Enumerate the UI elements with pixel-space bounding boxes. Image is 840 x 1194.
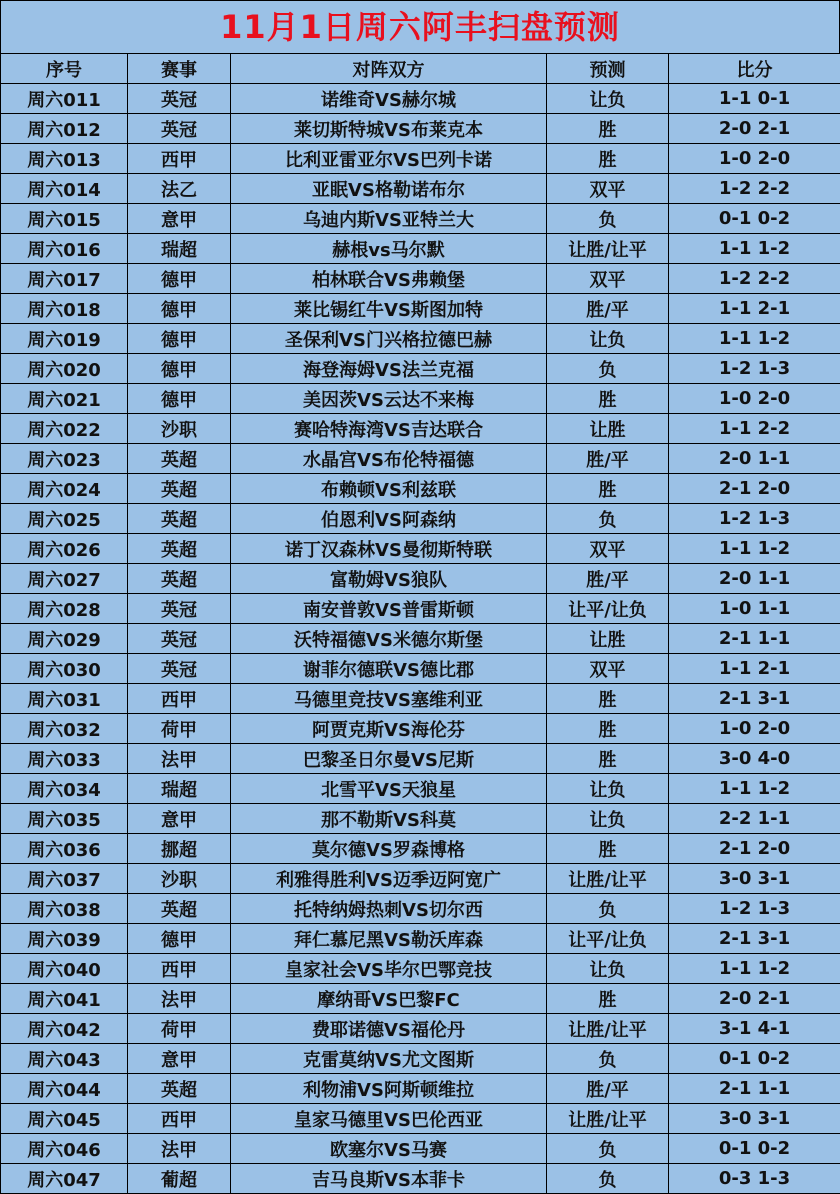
cell-league: 英超 [128,444,231,474]
cell-pick: 负 [547,1134,669,1164]
cell-league: 沙职 [128,864,231,894]
cell-match: 摩纳哥VS巴黎FC [231,984,547,1014]
table-row [1,174,840,204]
cell-pick: 让负 [547,774,669,804]
cell-score: 2-0 1-1 [669,564,840,594]
cell-match: 欧塞尔VS马赛 [231,1134,547,1164]
cell-league: 英超 [128,1074,231,1104]
cell-id: 周六016 [1,234,128,264]
cell-pick: 负 [547,1164,669,1194]
cell-id: 周六039 [1,924,128,954]
cell-score: 2-1 2-0 [669,834,840,864]
table-row [1,1044,840,1074]
table-row [1,894,840,924]
cell-score: 0-1 0-2 [669,1044,840,1074]
cell-pick: 胜 [547,474,669,504]
cell-id: 周六043 [1,1044,128,1074]
cell-pick: 让负 [547,324,669,354]
cell-score: 2-1 3-1 [669,924,840,954]
table-row [1,954,840,984]
table-row [1,924,840,954]
table-row [1,204,840,234]
table-row [1,774,840,804]
header-pick: 预测 [547,54,669,84]
cell-league: 西甲 [128,684,231,714]
cell-id: 周六033 [1,744,128,774]
cell-score: 1-1 1-2 [669,534,840,564]
cell-league: 瑞超 [128,234,231,264]
cell-id: 周六026 [1,534,128,564]
cell-score: 0-3 1-3 [669,1164,840,1194]
table-row [1,984,840,1014]
cell-score: 3-1 4-1 [669,1014,840,1044]
cell-league: 法甲 [128,1134,231,1164]
cell-league: 德甲 [128,924,231,954]
cell-score: 3-0 3-1 [669,864,840,894]
cell-match: 美因茨VS云达不来梅 [231,384,547,414]
cell-league: 西甲 [128,954,231,984]
cell-score: 3-0 3-1 [669,1104,840,1134]
cell-id: 周六042 [1,1014,128,1044]
cell-id: 周六018 [1,294,128,324]
cell-match: 马德里竞技VS塞维利亚 [231,684,547,714]
cell-pick: 让胜/让平 [547,1104,669,1134]
cell-league: 法甲 [128,984,231,1014]
cell-score: 2-2 1-1 [669,804,840,834]
cell-pick: 胜 [547,684,669,714]
cell-match: 费耶诺德VS福伦丹 [231,1014,547,1044]
cell-match: 赛哈特海湾VS吉达联合 [231,414,547,444]
cell-pick: 胜/平 [547,444,669,474]
cell-id: 周六037 [1,864,128,894]
table-row [1,834,840,864]
cell-league: 沙职 [128,414,231,444]
cell-match: 圣保利VS门兴格拉德巴赫 [231,324,547,354]
cell-score: 1-1 2-2 [669,414,840,444]
header-score: 比分 [669,54,840,84]
cell-pick: 负 [547,504,669,534]
cell-id: 周六022 [1,414,128,444]
table-row [1,1104,840,1134]
cell-league: 瑞超 [128,774,231,804]
cell-pick: 让胜 [547,414,669,444]
cell-id: 周六011 [1,84,128,114]
cell-score: 2-1 1-1 [669,1074,840,1104]
cell-league: 英冠 [128,594,231,624]
cell-match: 谢菲尔德联VS德比郡 [231,654,547,684]
cell-id: 周六031 [1,684,128,714]
cell-match: 吉马良斯VS本菲卡 [231,1164,547,1194]
cell-pick: 负 [547,354,669,384]
table-row [1,354,840,384]
cell-league: 荷甲 [128,1014,231,1044]
cell-score: 1-1 1-2 [669,774,840,804]
cell-pick: 胜 [547,834,669,864]
cell-id: 周六029 [1,624,128,654]
cell-score: 1-0 2-0 [669,384,840,414]
cell-match: 比利亚雷亚尔VS巴列卡诺 [231,144,547,174]
table-row [1,1134,840,1164]
cell-id: 周六044 [1,1074,128,1104]
cell-score: 1-2 1-3 [669,894,840,924]
cell-pick: 胜 [547,384,669,414]
cell-match: 莫尔德VS罗森博格 [231,834,547,864]
cell-id: 周六040 [1,954,128,984]
cell-match: 那不勒斯VS科莫 [231,804,547,834]
cell-id: 周六019 [1,324,128,354]
cell-league: 意甲 [128,204,231,234]
cell-match: 水晶宫VS布伦特福德 [231,444,547,474]
header-row [1,54,840,84]
cell-match: 诺维奇VS赫尔城 [231,84,547,114]
cell-pick: 让平/让负 [547,924,669,954]
cell-score: 2-1 1-1 [669,624,840,654]
cell-league: 意甲 [128,1044,231,1074]
cell-league: 英冠 [128,624,231,654]
cell-id: 周六036 [1,834,128,864]
cell-league: 法甲 [128,744,231,774]
cell-league: 英冠 [128,84,231,114]
cell-id: 周六047 [1,1164,128,1194]
cell-id: 周六030 [1,654,128,684]
cell-match: 莱切斯特城VS布莱克本 [231,114,547,144]
cell-score: 1-0 2-0 [669,714,840,744]
table-row [1,384,840,414]
cell-pick: 双平 [547,264,669,294]
table-row [1,234,840,264]
cell-pick: 胜 [547,744,669,774]
cell-score: 1-1 0-1 [669,84,840,114]
cell-pick: 让负 [547,804,669,834]
cell-league: 英超 [128,534,231,564]
header-league: 赛事 [128,54,231,84]
cell-pick: 让胜/让平 [547,1014,669,1044]
cell-match: 亚眠VS格勒诺布尔 [231,174,547,204]
cell-match: 北雪平VS天狼星 [231,774,547,804]
cell-id: 周六023 [1,444,128,474]
cell-score: 0-1 0-2 [669,204,840,234]
table-header [1,54,840,84]
cell-league: 德甲 [128,354,231,384]
cell-match: 布赖顿VS利兹联 [231,474,547,504]
cell-id: 周六014 [1,174,128,204]
cell-pick: 胜/平 [547,294,669,324]
cell-league: 德甲 [128,384,231,414]
cell-match: 巴黎圣日尔曼VS尼斯 [231,744,547,774]
cell-league: 英冠 [128,654,231,684]
cell-id: 周六034 [1,774,128,804]
table-row [1,264,840,294]
cell-match: 诺丁汉森林VS曼彻斯特联 [231,534,547,564]
table-row [1,1014,840,1044]
cell-pick: 双平 [547,534,669,564]
cell-match: 阿贾克斯VS海伦芬 [231,714,547,744]
cell-score: 1-1 2-1 [669,654,840,684]
cell-pick: 胜 [547,114,669,144]
cell-id: 周六013 [1,144,128,174]
cell-match: 柏林联合VS弗赖堡 [231,264,547,294]
cell-league: 英冠 [128,114,231,144]
cell-score: 1-2 2-2 [669,264,840,294]
cell-score: 1-0 2-0 [669,144,840,174]
table-row [1,504,840,534]
header-id: 序号 [1,54,128,84]
table-row [1,534,840,564]
table-row [1,1074,840,1104]
cell-pick: 让平/让负 [547,594,669,624]
cell-pick: 负 [547,894,669,924]
cell-score: 2-0 1-1 [669,444,840,474]
sheet-title: 11月1日周六阿丰扫盘预测 [0,0,840,54]
cell-score: 2-0 2-1 [669,984,840,1014]
table-row [1,114,840,144]
cell-match: 乌迪内斯VS亚特兰大 [231,204,547,234]
cell-id: 周六021 [1,384,128,414]
cell-score: 1-1 1-2 [669,954,840,984]
cell-league: 法乙 [128,174,231,204]
cell-league: 意甲 [128,804,231,834]
cell-id: 周六038 [1,894,128,924]
cell-match: 利雅得胜利VS迈季迈阿宽广 [231,864,547,894]
table-row [1,474,840,504]
cell-match: 海登海姆VS法兰克福 [231,354,547,384]
cell-match: 沃特福德VS米德尔斯堡 [231,624,547,654]
cell-id: 周六015 [1,204,128,234]
cell-match: 拜仁慕尼黑VS勒沃库森 [231,924,547,954]
cell-pick: 让胜 [547,624,669,654]
cell-match: 富勒姆VS狼队 [231,564,547,594]
cell-league: 德甲 [128,294,231,324]
cell-id: 周六020 [1,354,128,384]
cell-score: 1-2 1-3 [669,504,840,534]
cell-match: 托特纳姆热刺VS切尔西 [231,894,547,924]
cell-id: 周六046 [1,1134,128,1164]
cell-pick: 让负 [547,954,669,984]
cell-pick: 双平 [547,654,669,684]
cell-match: 克雷莫纳VS尤文图斯 [231,1044,547,1074]
cell-id: 周六017 [1,264,128,294]
cell-league: 德甲 [128,324,231,354]
cell-match: 皇家社会VS毕尔巴鄂竞技 [231,954,547,984]
cell-pick: 胜 [547,984,669,1014]
cell-score: 1-1 1-2 [669,234,840,264]
table-row [1,804,840,834]
cell-id: 周六027 [1,564,128,594]
cell-score: 2-1 2-0 [669,474,840,504]
cell-score: 3-0 4-0 [669,744,840,774]
cell-league: 德甲 [128,264,231,294]
cell-id: 周六028 [1,594,128,624]
table-row [1,1164,840,1194]
cell-id: 周六045 [1,1104,128,1134]
cell-match: 赫根vs马尔默 [231,234,547,264]
table-row [1,714,840,744]
cell-league: 葡超 [128,1164,231,1194]
table-row [1,84,840,114]
table-body [1,84,840,1194]
table-row [1,864,840,894]
table-row [1,444,840,474]
cell-id: 周六012 [1,114,128,144]
cell-id: 周六032 [1,714,128,744]
cell-match: 利物浦VS阿斯顿维拉 [231,1074,547,1104]
cell-pick: 让负 [547,84,669,114]
cell-pick: 胜/平 [547,1074,669,1104]
table-row [1,414,840,444]
cell-id: 周六041 [1,984,128,1014]
cell-league: 西甲 [128,144,231,174]
cell-pick: 胜 [547,714,669,744]
table-row [1,684,840,714]
cell-pick: 胜/平 [547,564,669,594]
cell-score: 1-0 1-1 [669,594,840,624]
cell-match: 伯恩利VS阿森纳 [231,504,547,534]
cell-score: 0-1 0-2 [669,1134,840,1164]
table-row [1,564,840,594]
table-row [1,624,840,654]
cell-league: 西甲 [128,1104,231,1134]
cell-pick: 负 [547,204,669,234]
cell-score: 1-2 1-3 [669,354,840,384]
table-row [1,144,840,174]
table-row [1,594,840,624]
cell-league: 荷甲 [128,714,231,744]
cell-score: 2-0 2-1 [669,114,840,144]
cell-league: 英超 [128,894,231,924]
cell-id: 周六035 [1,804,128,834]
cell-id: 周六025 [1,504,128,534]
cell-score: 1-1 2-1 [669,294,840,324]
cell-score: 2-1 3-1 [669,684,840,714]
cell-league: 英超 [128,474,231,504]
cell-score: 1-1 1-2 [669,324,840,354]
header-match: 对阵双方 [231,54,547,84]
cell-pick: 让胜/让平 [547,234,669,264]
cell-pick: 双平 [547,174,669,204]
cell-pick: 让胜/让平 [547,864,669,894]
table-row [1,744,840,774]
cell-score: 1-2 2-2 [669,174,840,204]
cell-pick: 负 [547,1044,669,1074]
cell-league: 英超 [128,504,231,534]
cell-league: 英超 [128,564,231,594]
table-row [1,294,840,324]
table-row [1,654,840,684]
table-row [1,324,840,354]
cell-league: 挪超 [128,834,231,864]
cell-match: 莱比锡红牛VS斯图加特 [231,294,547,324]
cell-id: 周六024 [1,474,128,504]
prediction-table [0,53,840,1194]
cell-match: 皇家马德里VS巴伦西亚 [231,1104,547,1134]
cell-match: 南安普敦VS普雷斯顿 [231,594,547,624]
cell-pick: 胜 [547,144,669,174]
